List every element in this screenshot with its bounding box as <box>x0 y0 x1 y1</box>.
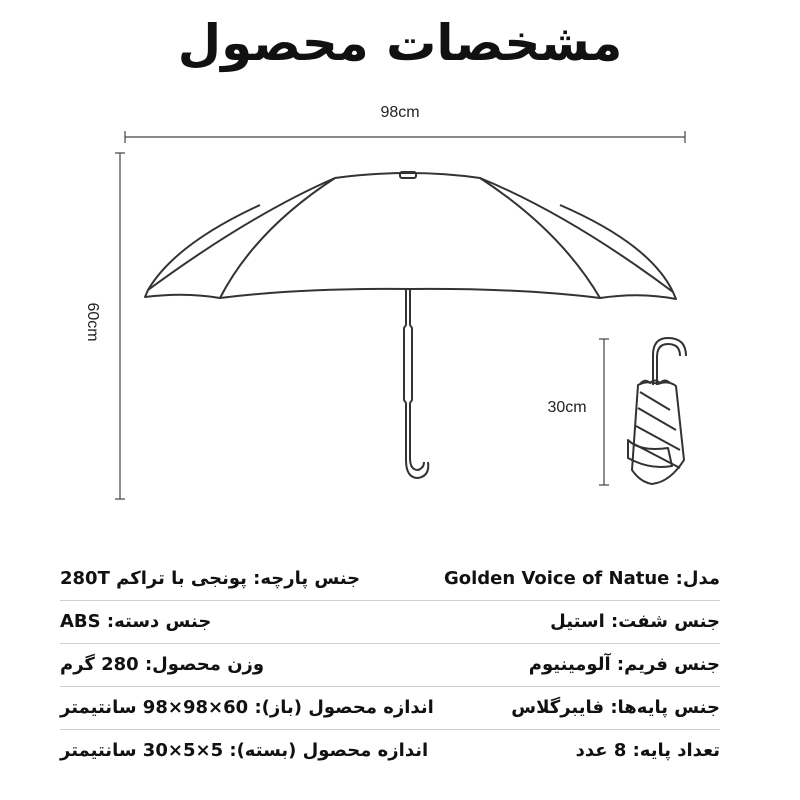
closed-strap <box>628 440 672 467</box>
canopy-rib-left <box>220 178 335 298</box>
spec-row <box>60 644 720 687</box>
canopy-top-cap <box>400 172 416 178</box>
spec-row <box>60 558 720 601</box>
umbrella-shaft-inner <box>410 289 424 470</box>
spec-row <box>60 730 720 772</box>
canopy-outline <box>145 173 676 299</box>
height-label: 60cm <box>84 302 101 342</box>
closed-handle-inner <box>657 344 680 385</box>
closed-folds <box>634 392 680 468</box>
spec-handle: جنس دسته: ABS <box>60 611 212 632</box>
width-dimension <box>125 104 685 143</box>
spec-fabric: جنس پارچه: پونجی با تراکم 280T <box>60 568 361 589</box>
page-title: مشخصات محصول <box>177 14 623 72</box>
closed-length-label: 30cm <box>547 399 587 416</box>
spec-frame: جنس فریم: آلومینیوم <box>528 654 720 675</box>
spec-model: مدل: Golden Voice of Natue <box>443 568 720 589</box>
spec-open-size: اندازه محصول (باز): 60×98×98 سانتیمتر <box>60 697 434 718</box>
height-dimension <box>84 153 125 499</box>
spec-ribs-material: جنس پایه‌ها: فایبرگلاس <box>511 697 720 718</box>
closed-umbrella <box>599 338 686 485</box>
spec-table <box>60 558 720 772</box>
spec-rib-count: تعداد پایه: 8 عدد <box>575 740 720 761</box>
canopy-rib-right <box>480 178 600 298</box>
spec-closed-size: اندازه محصول (بسته): 5×5×30 سانتیمتر <box>60 740 429 761</box>
spec-shaft: جنس شفت: استیل <box>550 611 720 632</box>
spec-row <box>60 687 720 730</box>
open-umbrella <box>145 172 676 478</box>
spec-weight: وزن محصول: 280 گرم <box>60 654 265 675</box>
spec-row <box>60 601 720 644</box>
closed-canopy <box>632 382 684 484</box>
width-label: 98cm <box>380 104 420 121</box>
umbrella-shaft-outer <box>404 289 428 478</box>
